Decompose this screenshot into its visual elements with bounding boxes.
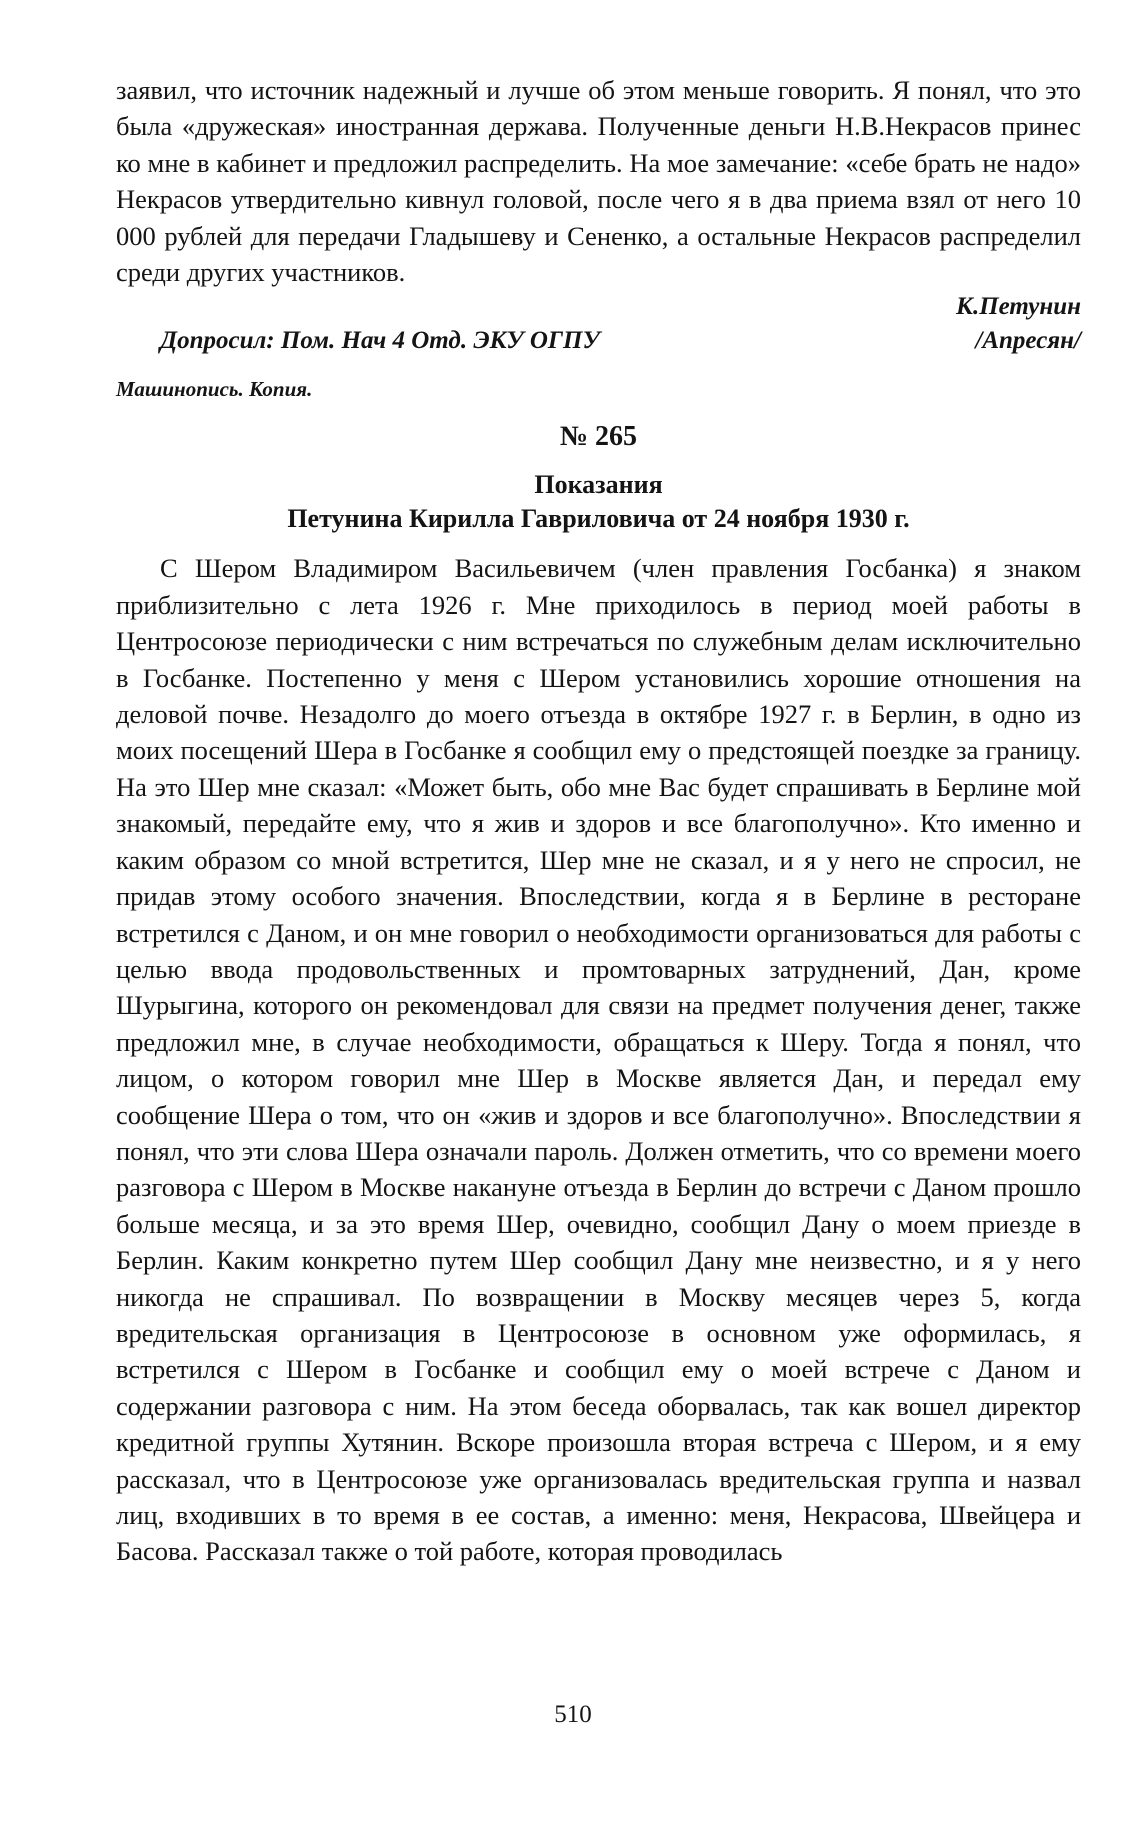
page-number: 510 bbox=[554, 1701, 592, 1728]
interrogator-line bbox=[116, 324, 1081, 358]
continued-paragraph: заявил, что источник надежный и лучше об этом меньше говорить. Я понял, что это была «дружеская» иностранная держава. Полученные деньги Н.В.Некрасов принес ко мне в кабинет и предложил распределить. На мое замечание: «себе брать не надо» Некрасов утвердительно кивнул головой, после чего я в два приема взял от него 10 000 рублей для передачи Гладышеву и Сененко, а остальные Некрасов распределил среди других участников. bbox=[116, 75, 1081, 288]
source-note: Машинопись. Копия. bbox=[116, 377, 313, 402]
document-number: № 265 bbox=[559, 421, 638, 453]
document-title: Показания bbox=[534, 470, 663, 500]
signature-name: К.Петунин bbox=[956, 293, 1081, 321]
body-paragraph: С Шером Владимиром Васильевичем (член правления Госбанка) я знаком приблизительно с лета 1926 г. Мне приходилось в период моей работы в Центросоюзе периодически с ним встречаться по служебным делам исключительно в Госбанке. Постепенно у меня с Шером установились хорошие отношения на деловой почве. Незадолго до моего отъезда в октябре 1927 г. в Берлин, в одно из моих посещений Шера в Госбанке я сообщил ему о предстоящей поездке за границу. На это Шер мне сказал: «Может быть, обо мне Вас будет спрашивать в Берлине мой знакомый, передайте ему, что я жив и здоров и все благополучно». Кто именно и каким образом со мной встретится, Шер мне не сказал, и я у него не спросил, не придав этому особого значения. Впоследствии, когда я в Берлине в ресторане встретился с Даном, и он мне говорил о необходимости организоваться для работы с целью ввода продовольственных и промтоварных затруднений, Дан, кроме Шурыгина, которого он рекомендовал для связи на предмет получения денег, также предложил мне, в случае необходимости, обращаться к Шеру. Тогда я понял, что лицом, о котором говорил мне Шер в Москве является Дан, и передал ему сообщение Шера о том, что он «жив и здоров и все благополучно». Впоследствии я понял, что эти слова Шера означали пароль. Должен отметить, что со времени моего разговора с Шером в Москве накануне отъезда в Берлин до встречи с Даном прошло больше месяца, и за это время Шер, очевидно, сообщил Дану о моем приезде в Берлин. Каким конкретно путем Шер сообщил Дану мне неизвестно, и я у него никогда не спрашивал. По возвращении в Москву месяцев через 5, когда вредительская организация в Центросоюзе в основном уже оформилась, я встретился с Шером в Госбанке и сообщил ему о моей встрече с Даном и содержании разговора с ним. На этом беседа оборвалась, так как вошел директор кредитной группы Хутянин. Вскоре произошла вторая встреча с Шером, и я ему рассказал, что в Центросоюзе уже организовалась вредительская группа и назвал лиц, входивших в то время в ее состав, а именно: меня, Некрасова, Швейцера и Басова. Рассказал также о той работе, которая проводилась bbox=[116, 553, 1081, 1567]
document-page bbox=[116, 72, 1081, 1570]
interrogator-name: /Апресян/ bbox=[975, 327, 1081, 355]
document-subtitle: Петунина Кирилла Гавриловича от 24 ноября 1930 г. bbox=[287, 504, 910, 534]
interrogator-label: Допросил: Пом. Нач 4 Отд. ЭКУ ОГПУ bbox=[160, 327, 600, 355]
